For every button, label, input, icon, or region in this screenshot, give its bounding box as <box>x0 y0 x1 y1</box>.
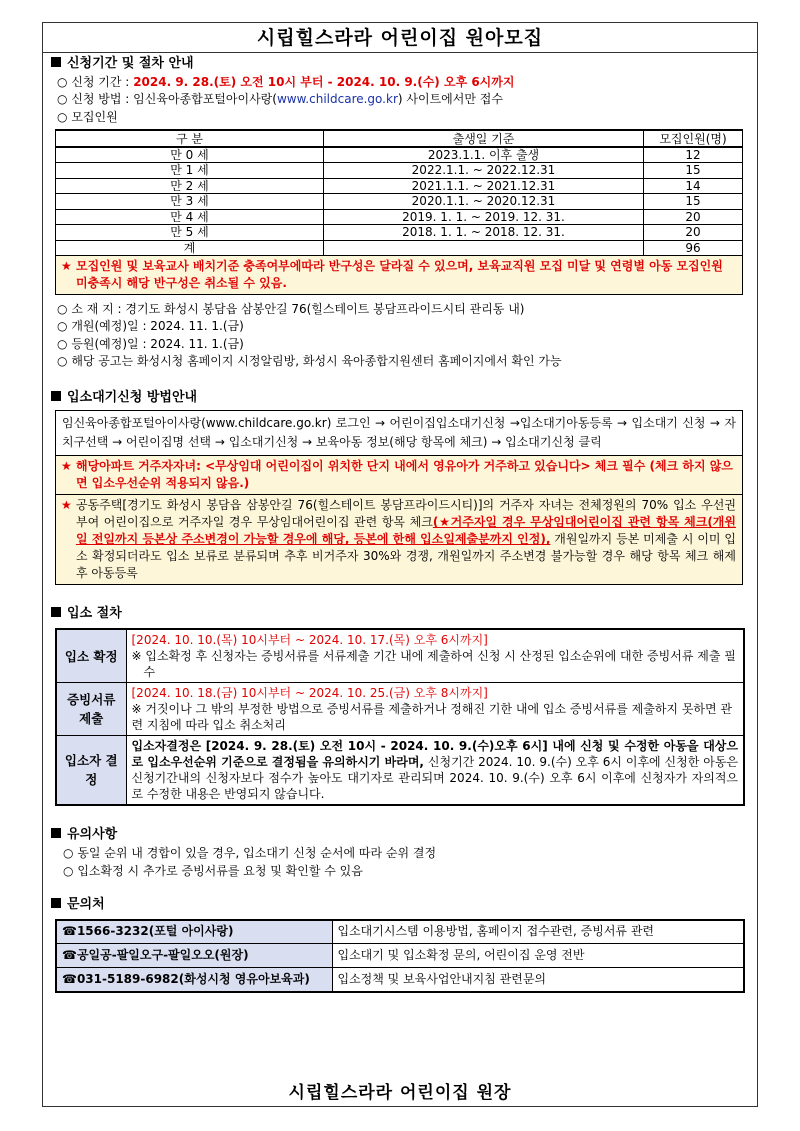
circle-bullet-icon: ○ <box>57 302 68 317</box>
section-caution <box>43 826 757 880</box>
table-row: 만 5 세 2018. 1. 1. ~ 2018. 12. 31. 20 <box>56 225 743 241</box>
table-row: 만 0 세 2023.1.1. 이후 출생 12 <box>56 147 743 163</box>
class-note: ★ 모집인원 및 보육교사 배치기준 충족여부에따라 반구성은 달라질 수 있으며, 보육교직원 모집 미달 및 연령별 아동 모집인원 미충족시 해당 반구성은 취소될 수 있음. <box>55 256 743 295</box>
table-row: 만 3 세 2020.1.1. ~ 2020.12.31 15 <box>56 194 743 210</box>
section-application <box>43 55 757 371</box>
contact-desc: 입소대기시스템 이용방법, 홈페이지 접수관련, 증빙서류 관련 <box>332 920 744 944</box>
priority-note: ★ 공동주택[경기도 화성시 봉담읍 삼봉안길 76(힐스테이트 봉담프라이드시티)]의 거주자 자녀는 전체정원의 70% 입소 우선권 부여 어린이집으로 거주자일 경우 무상임대어린이집 관련 항목 체크(★거주자일 경우 무상임대어린이집 관련 항목 체크(개원일 전일까지 등본상 주소변경이 가능할 경우에 해당, 등본에 한해 입소일제출분까지 인정), 개원일까지 등본 미제출 시 이미 입소 확정되더라도 입소 보류로 분류되며 추후 비거주자 30%와 경쟁, 개원일까지 주소변경 불가능할 경우 해당 항목 체크 해제 후 아동등록 <box>55 495 743 585</box>
table-row <box>56 736 744 806</box>
circle-bullet-icon: ○ <box>57 354 68 369</box>
section-heading-waitlist: 입소대기신청 방법안내 <box>51 389 757 408</box>
square-bullet-icon <box>51 607 61 617</box>
table-row: 만 4 세 2019. 1. 1. ~ 2019. 12. 31. 20 <box>56 209 743 225</box>
procedure-desc: ※ 거짓이나 그 밖의 부정한 방법으로 증빙서류를 제출하거나 정해진 기한 내에 입소 증빙서류를 제출하지 못하면 관련 지침에 따라 입소 취소처리 <box>131 702 733 733</box>
list-item: ○ 동일 순위 내 경합이 있을 경우, 입소대기 신청 순서에 따라 순위 결정 <box>63 846 437 861</box>
notice-page <box>42 22 758 1107</box>
table-header: 모집인원(명) <box>644 130 743 147</box>
circle-bullet-icon: ○ <box>57 336 68 351</box>
circle-bullet-icon: ○ <box>57 74 68 89</box>
resident-note: ★ 해당아파트 거주자자녀: <무상임대 어린이집이 위치한 단지 내에서 영유아가 거주하고 있습니다> 체크 필수 (체크 하지 않으면 입소우선순위 적용되지 않음.) <box>55 456 743 495</box>
table-header: 구 분 <box>56 130 324 147</box>
procedure-label: 입소 확정 <box>56 629 126 683</box>
square-bullet-icon <box>51 391 61 401</box>
square-bullet-icon <box>51 57 61 67</box>
section-heading-procedure: 입소 절차 <box>51 605 757 624</box>
section-heading-contact: 문의처 <box>51 896 757 915</box>
star-icon: ★ <box>61 259 72 274</box>
recruit-line: ○ 모집인원 <box>57 109 118 124</box>
procedure-table <box>55 628 745 806</box>
list-item: ○ 해당 공고는 화성시청 홈페이지 시정알림방, 화성시 육아종합지원센터 홈페이지에서 확인 가능 <box>57 354 562 369</box>
section-waitlist <box>43 389 757 586</box>
star-icon: ★ <box>61 498 72 513</box>
procedure-period: [2024. 10. 18.(금) 10시부터 ~ 2024. 10. 25.(금) 오후 8시까지] <box>131 686 488 701</box>
table-row <box>56 629 744 683</box>
waitlist-steps: 임신육아종합포털아이사랑(www.childcare.go.kr) 로그인 → 어린이집입소대기신청 →입소대기아동등록 → 입소대기 신청 → 자치구선택 → 어린이집명 선택 → 입소대기신청 → 보육아동 정보(해당 항목에 체크) → 입소대기신청 클릭 <box>55 410 743 456</box>
period-value: 2024. 9. 28.(토) 오전 10시 부터 - 2024. 10. 9.(수) 오후 6시까지 <box>133 74 515 89</box>
circle-bullet-icon: ○ <box>57 319 68 334</box>
contact-table <box>55 919 745 993</box>
list-item: ○ 등원(예정)일 : 2024. 11. 1.(금) <box>57 336 244 351</box>
table-row <box>56 920 744 944</box>
section-heading-application: 신청기간 및 절차 안내 <box>51 55 757 74</box>
contact-desc: 입소정책 및 보육사업안내지침 관련문의 <box>332 968 744 992</box>
procedure-desc: 신청기간 2024. 10. 9.(수) 오후 6시 이후에 신청한 아동은 신청기간내의 신청자보다 점수가 높아도 대기자로 관리되며 2024. 10. 9.(수) 오후 6시 이후에 신청자가 자의적으로 수정한 내용은 반영되지 않습니다. <box>131 755 738 802</box>
contact-phone[interactable]: ☎공일공-팔일오구-팔일오오(원장) <box>56 944 332 968</box>
list-item: ○ 입소확정 시 추가로 증빙서류를 요청 및 확인할 수 있음 <box>63 863 363 878</box>
period-line: ○ 신청 기간 : 2024. 9. 28.(토) 오전 10시 부터 - 2024. 10. 9.(수) 오후 6시까지 <box>57 74 515 89</box>
procedure-label: 입소자 결정 <box>56 736 126 806</box>
star-icon: ★ <box>61 459 72 474</box>
page-title: 시립힐스라라 어린이집 원아모집 <box>43 23 757 53</box>
table-row <box>56 968 744 992</box>
circle-bullet-icon: ○ <box>57 92 68 107</box>
circle-bullet-icon: ○ <box>57 109 68 124</box>
procedure-bold: 입소자결정은 [2024. 9. 28.(토) 오전 10시 - 2024. 10. 9.(수)오후 6시] 내에 신청 및 수정한 아동을 대상으로 입소우선순위 기준으로 결정됨을 유의하시기 바라며, <box>131 739 738 770</box>
contact-phone[interactable]: ☎031-5189-6982(화성시청 영유아보육과) <box>56 968 332 992</box>
circle-bullet-icon: ○ <box>63 846 74 861</box>
table-row: 만 1 세 2022.1.1. ~ 2022.12.31 15 <box>56 163 743 179</box>
contact-desc: 입소대기 및 입소확정 문의, 어린이집 운영 전반 <box>332 944 744 968</box>
section-contact <box>43 896 757 993</box>
contact-phone[interactable]: ☎1566-3232(포털 아이사랑) <box>56 920 332 944</box>
square-bullet-icon <box>51 898 61 908</box>
circle-bullet-icon: ○ <box>63 863 74 878</box>
list-item: ○ 개원(예정)일 : 2024. 11. 1.(금) <box>57 319 244 334</box>
table-row: 만 2 세 2021.1.1. ~ 2021.12.31 14 <box>56 178 743 194</box>
list-item: ○ 소 재 지 : 경기도 화성시 봉담읍 삼봉안길 76(힐스테이트 봉담프라이드시티 관리동 내) <box>57 302 525 317</box>
footer-signature: 시립힐스라라 어린이집 원장 <box>288 1083 512 1103</box>
section-heading-caution: 유의사항 <box>51 826 757 845</box>
recruit-table <box>55 129 743 256</box>
table-total-row: 계 96 <box>56 240 743 256</box>
table-row <box>56 683 744 736</box>
table-header: 출생일 기준 <box>324 130 644 147</box>
info-list <box>43 301 757 371</box>
table-row <box>56 944 744 968</box>
square-bullet-icon <box>51 828 61 838</box>
procedure-desc: ※ 입소확정 후 신청자는 증빙서류를 서류제출 기간 내에 제출하여 신청 시 산정된 입소순위에 대한 증빙서류 제출 필수 <box>131 649 736 680</box>
childcare-link[interactable]: www.childcare.go.kr <box>276 92 398 107</box>
procedure-label: 증빙서류 제출 <box>56 683 126 736</box>
section-procedure <box>43 605 757 806</box>
method-line: ○ 신청 방법 : 임신육아종합포털아이사랑(www.childcare.go.kr) 사이트에서만 접수 <box>57 92 503 107</box>
table-header-row <box>56 130 743 147</box>
procedure-period: [2024. 10. 10.(목) 10시부터 ~ 2024. 10. 17.(목) 오후 6시까지] <box>131 633 488 648</box>
